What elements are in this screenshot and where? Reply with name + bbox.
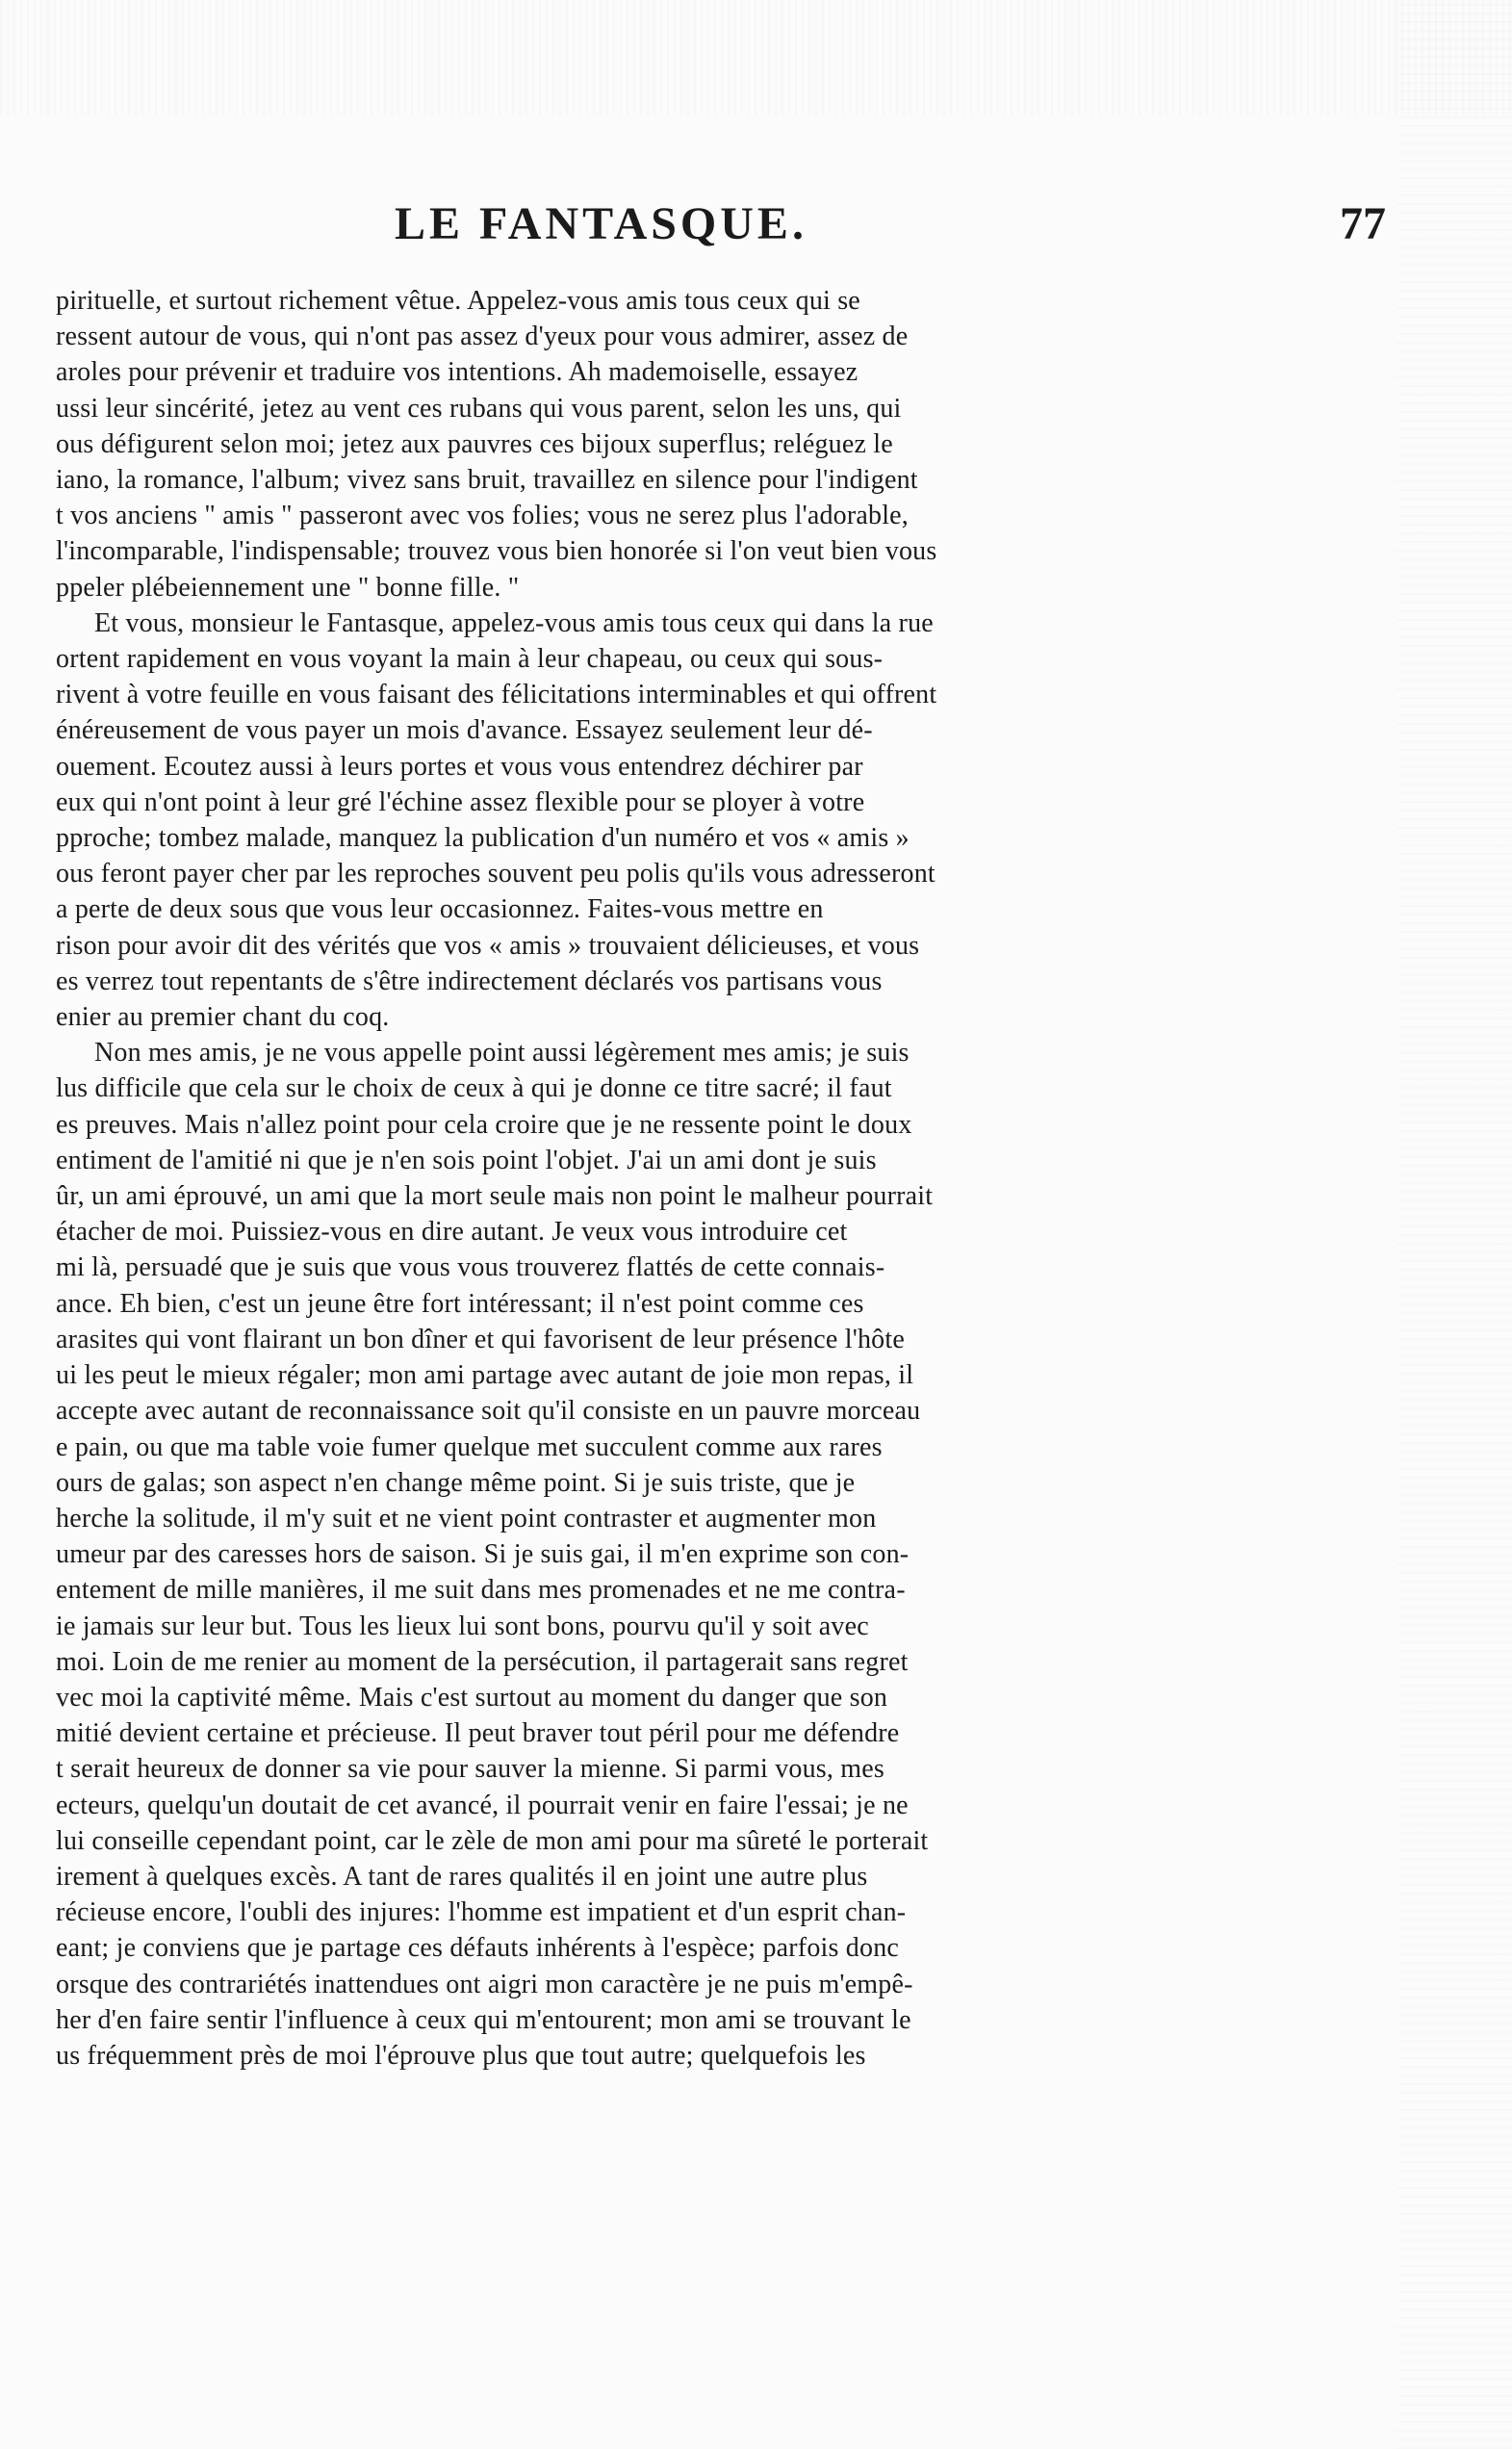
- text-line: ecteurs, quelqu'un doutait de cet avancé, il pourrait venir en faire l'essai; je ne: [56, 1790, 909, 1820]
- text-line: eant; je conviens que je partage ces défauts inhérents à l'espèce; parfois donc: [56, 1933, 900, 1964]
- text-line: ui les peut le mieux régaler; mon ami partage avec autant de joie mon repas, il: [56, 1360, 914, 1391]
- text-line: mitié devient certaine et précieuse. Il peut braver tout péril pour me défendre: [56, 1718, 900, 1749]
- text-line: ppeler plébeiennement une " bonne fille. ": [56, 572, 520, 603]
- text-line: enier au premier chant du coq.: [56, 1002, 390, 1033]
- text-line: ous feront payer cher par les reproches souvent peu polis qu'ils vous adresseront: [56, 859, 935, 889]
- text-line: t vos anciens " amis " passeront avec vos folies; vous ne serez plus l'adorable,: [56, 501, 910, 531]
- text-line: moi. Loin de me renier au moment de la persécution, il partagerait sans regret: [56, 1646, 909, 1677]
- text-line: entiment de l'amitié ni que je n'en sois point l'objet. J'ai un ami dont je suis: [56, 1145, 877, 1175]
- text-line: es verrez tout repentants de s'être indirectement déclarés vos partisans vous: [56, 966, 883, 996]
- text-line: l'incomparable, l'indispensable; trouvez vous bien honorée si l'on veut bien vous: [56, 536, 937, 567]
- text-line: ours de galas; son aspect n'en change même point. Si je suis triste, que je: [56, 1467, 856, 1498]
- text-line: ie jamais sur leur but. Tous les lieux lui sont bons, pourvu qu'il y soit avec: [56, 1611, 869, 1641]
- text-line: accepte avec autant de reconnaissance soit qu'il consiste en un pauvre morceau: [56, 1396, 921, 1427]
- text-line: pproche; tombez malade, manquez la publication d'un numéro et vos « amis »: [56, 823, 910, 854]
- text-line: Et vous, monsieur le Fantasque, appelez-vous amis tous ceux qui dans la rue: [94, 607, 934, 638]
- page-header: [395, 197, 1386, 255]
- text-line: her d'en faire sentir l'influence à ceux qui m'entourent; mon ami se trouvant le: [56, 2004, 911, 2035]
- text-line: Non mes amis, je ne vous appelle point aussi légèrement mes amis; je suis: [94, 1038, 910, 1069]
- text-line: orsque des contrariétés inattendues ont aigri mon caractère je ne puis m'empê-: [56, 1969, 913, 1999]
- scan-noise-top: [0, 0, 1512, 116]
- page-number: 77: [1340, 198, 1386, 249]
- text-line: ussi leur sincérité, jetez au vent ces rubans qui vous parent, selon les uns, qui: [56, 393, 902, 424]
- text-line: t serait heureux de donner sa vie pour sauver la mienne. Si parmi vous, mes: [56, 1754, 884, 1785]
- text-line: entement de mille manières, il me suit dans mes promenades et ne me contra-: [56, 1575, 906, 1606]
- text-line: lus difficile que cela sur le choix de ceux à qui je donne ce titre sacré; il faut: [56, 1073, 892, 1104]
- text-line: us fréquemment près de moi l'éprouve plus que tout autre; quelquefois les: [56, 2040, 866, 2071]
- text-line: ance. Eh bien, c'est un jeune être fort intéressant; il n'est point comme ces: [56, 1288, 864, 1319]
- text-line: arasites qui vont flairant un bon dîner et qui favorisent de leur présence l'hôte: [56, 1324, 905, 1354]
- text-line: umeur par des caresses hors de saison. Si je suis gai, il m'en exprime son con-: [56, 1539, 910, 1570]
- text-line: es preuves. Mais n'allez point pour cela croire que je ne ressente point le doux: [56, 1109, 912, 1140]
- text-line: énéreusement de vous payer un mois d'avance. Essayez seulement leur dé-: [56, 715, 873, 746]
- text-line: ortent rapidement en vous voyant la main à leur chapeau, ou ceux qui sous-: [56, 644, 884, 675]
- scan-noise-right: [1397, 0, 1512, 2449]
- text-line: e pain, ou que ma table voie fumer quelque met succulent comme aux rares: [56, 1431, 883, 1462]
- text-line: étacher de moi. Puissiez-vous en dire autant. Je veux vous introduire cet: [56, 1217, 848, 1248]
- text-line: iano, la romance, l'album; vivez sans bruit, travaillez en silence pour l'indigent: [56, 465, 918, 496]
- text-line: rison pour avoir dit des vérités que vos « amis » trouvaient délicieuses, et vous: [56, 930, 920, 961]
- text-line: a perte de deux sous que vous leur occasionnez. Faites-vous mettre en: [56, 894, 824, 925]
- text-line: lui conseille cependant point, car le zèle de mon ami pour ma sûreté le porterait: [56, 1825, 929, 1856]
- text-line: irement à quelques excès. A tant de rares qualités il en joint une autre plus: [56, 1861, 868, 1892]
- text-line: pirituelle, et surtout richement vêtue. Appelez-vous amis tous ceux qui se: [56, 286, 860, 316]
- text-line: ouement. Ecoutez aussi à leurs portes et vous vous entendrez déchirer par: [56, 751, 863, 782]
- text-line: ressent autour de vous, qui n'ont pas assez d'yeux pour vous admirer, assez de: [56, 322, 909, 352]
- text-line: aroles pour prévenir et traduire vos intentions. Ah mademoiselle, essayez: [56, 357, 859, 388]
- page-title: LE FANTASQUE.: [395, 198, 807, 249]
- body-text: [56, 283, 1374, 2074]
- text-line: récieuse encore, l'oubli des injures: l'homme est impatient et d'un esprit chan-: [56, 1897, 907, 1928]
- text-line: vec moi la captivité même. Mais c'est surtout au moment du danger que son: [56, 1682, 888, 1713]
- text-line: ous défigurent selon moi; jetez aux pauvres ces bijoux superflus; reléguez le: [56, 428, 893, 459]
- text-line: herche la solitude, il m'y suit et ne vient point contraster et augmenter mon: [56, 1503, 877, 1534]
- text-line: mi là, persuadé que je suis que vous vous trouverez flattés de cette connais-: [56, 1252, 885, 1283]
- text-line: eux qui n'ont point à leur gré l'échine assez flexible pour se ployer à votre: [56, 786, 865, 817]
- text-line: rivent à votre feuille en vous faisant des félicitations interminables et qui offrent: [56, 680, 937, 710]
- text-line: ûr, un ami éprouvé, un ami que la mort seule mais non point le malheur pourrait: [56, 1181, 934, 1212]
